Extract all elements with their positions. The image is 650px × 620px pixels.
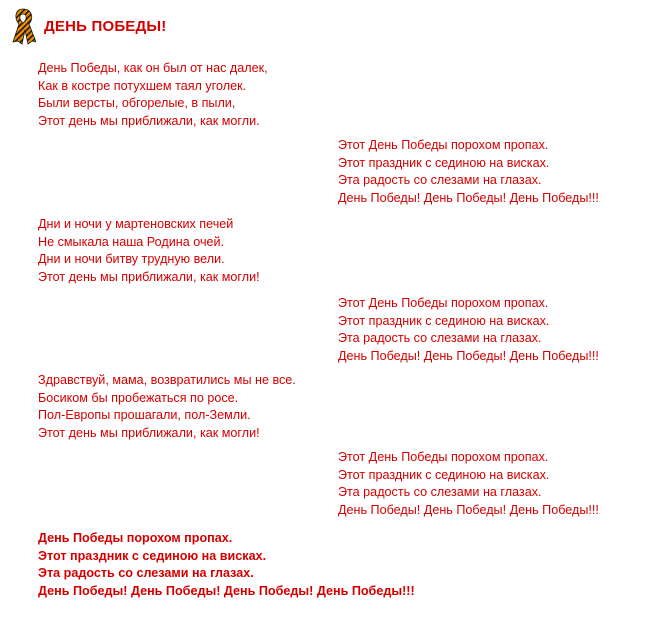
verse-line: Этот день мы приближали, как могли! — [38, 425, 260, 440]
verse-3 — [38, 372, 296, 442]
chorus-line: День Победы! День Победы! День Победы!!! — [338, 190, 599, 205]
verse-line: Здравствуй, мама, возвратились мы не все. — [38, 373, 296, 387]
chorus-line: Этот праздник с сединою на висках. — [338, 155, 550, 170]
verse-line: Как в костре потухшем таял уголек. — [38, 78, 247, 93]
chorus-3 — [338, 449, 599, 519]
verse-line: Не смыкала наша Родина очей. — [38, 234, 225, 249]
verse-line: Дни и ночи битву трудную вели. — [38, 252, 225, 266]
page-title: ДЕНЬ ПОБЕДЫ! — [44, 17, 167, 35]
chorus-line: Этот праздник с сединою на висках. — [338, 313, 550, 328]
chorus-line: Этот День Победы порохом пропах. — [338, 296, 549, 310]
chorus-line: Эта радость со слезами на глазах. — [338, 173, 542, 187]
chorus-line: Эта радость со слезами на глазах. — [338, 485, 542, 499]
chorus-line: Этот День Победы порохом пропах. — [338, 138, 549, 152]
chorus-line: День Победы! День Победы! День Победы!!! — [338, 502, 599, 517]
chorus-line: День Победы! День Победы! День Победы!!! — [338, 348, 599, 363]
chorus-line: Этот День Победы порохом пропах. — [338, 450, 549, 464]
chorus-1 — [338, 137, 599, 207]
verse-2 — [38, 216, 260, 286]
chorus-2 — [338, 295, 599, 365]
verse-line: День Победы, как он был от нас далек, — [38, 61, 268, 75]
verse-line: Босиком бы пробежаться по росе. — [38, 390, 239, 405]
final-chorus — [38, 530, 415, 600]
verse-line: Дни и ночи у мартеновских печей — [38, 217, 234, 231]
final-chorus-line: День Победы порохом пропах. — [38, 531, 233, 545]
verse-1 — [38, 60, 268, 130]
chorus-line: Этот праздник с сединою на висках. — [338, 467, 550, 482]
verse-line: Пол-Европы прошагали, пол-Земли. — [38, 408, 251, 422]
final-chorus-line: Эта радость со слезами на глазах. — [38, 566, 254, 580]
verse-line: Этот день мы приближали, как могли! — [38, 269, 260, 284]
final-chorus-line: Этот праздник с сединою на висках. — [38, 548, 267, 563]
final-chorus-line: День Победы! День Победы! День Победы! День Победы!!! — [38, 583, 415, 598]
verse-line: Были версты, обгорелые, в пыли, — [38, 96, 236, 110]
chorus-line: Эта радость со слезами на глазах. — [338, 331, 542, 345]
verse-line: Этот день мы приближали, как могли. — [38, 113, 260, 128]
